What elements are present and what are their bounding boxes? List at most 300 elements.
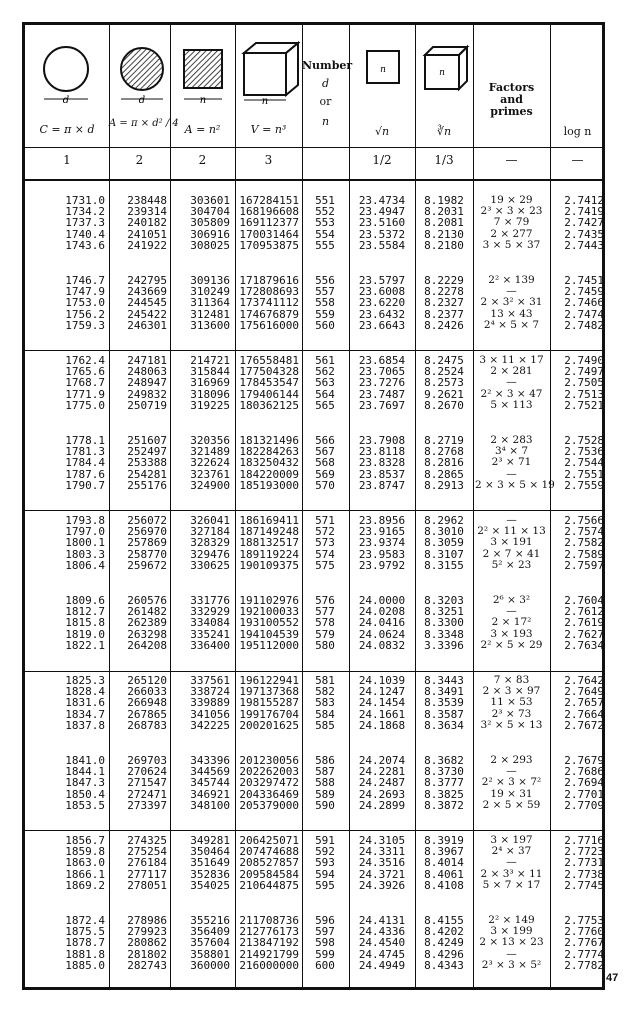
number-cell: 584: [315, 707, 335, 721]
area-cell: 249832: [127, 387, 167, 401]
column-divider: [302, 25, 303, 987]
cube-cell: 211708736: [239, 914, 299, 927]
area-cell: 270624: [127, 765, 167, 779]
cbrt-cell: 8.2377: [424, 307, 464, 321]
number-cell: 565: [315, 398, 335, 412]
side-mark: n: [261, 96, 269, 105]
circumference-cell: 1878.7: [65, 936, 105, 950]
circumference-cell: 1797.0: [65, 525, 105, 539]
sqrt-cell: 24.0208: [358, 605, 406, 619]
sqrt-cell: 23.9374: [358, 536, 406, 550]
log-cell: 2.7709: [564, 798, 604, 812]
log-cell: 2.7716: [564, 834, 604, 847]
factors-cell: 19 × 31: [490, 787, 533, 800]
cube-cell: 194104539: [239, 627, 299, 641]
factors-cell: 2³ × 3 × 5²: [481, 958, 542, 971]
log-cell: 2.7686: [564, 765, 604, 779]
sqrt-cell: 24.4745: [358, 947, 406, 961]
log-cell: 2.7723: [564, 845, 604, 859]
sqrt-cell: 24.4336: [358, 925, 406, 939]
number-cell: 552: [315, 205, 335, 219]
cbrt-cell: 8.3443: [424, 674, 464, 687]
factors-cell: 19 × 29: [490, 194, 533, 206]
sqrt-cell: 24.1247: [358, 685, 406, 699]
cube-cell: 190109375: [239, 558, 299, 572]
factors-cell: 2 × 283: [490, 434, 533, 446]
area-cell: 250719: [127, 398, 167, 412]
square-cell: 304704: [190, 205, 230, 219]
area-cell: 239314: [127, 205, 167, 219]
number-cell: 593: [315, 856, 335, 870]
col6-formula: √n: [374, 125, 390, 138]
cube-cell: 205379000: [239, 798, 299, 812]
circumference-cell: 1837.8: [65, 718, 105, 732]
log-cell: 2.7619: [564, 616, 604, 630]
factors-cell: 3 × 191: [490, 536, 533, 549]
area-cell: 274325: [127, 834, 167, 847]
circumference-cell: 1759.3: [65, 318, 105, 332]
log-cell: 2.7634: [564, 638, 604, 652]
factors-cell: 3⁴ × 7: [494, 445, 529, 458]
log-cell: 2.7528: [564, 434, 604, 447]
area-cell: 267865: [127, 707, 167, 721]
factors-cell: 2³ × 71: [491, 456, 532, 469]
column-number: 1: [63, 153, 71, 167]
factors-cell: 2 × 5 × 59: [482, 798, 541, 811]
square-cell: 334084: [190, 616, 230, 630]
square-cell: 342225: [190, 718, 230, 732]
log-cell: 2.7466: [564, 296, 604, 310]
log-cell: 2.7551: [564, 467, 604, 481]
square-cell: 344569: [190, 765, 230, 779]
factors-cell: 2² × 149: [488, 914, 535, 926]
sqrt-cell: 24.2487: [358, 776, 406, 790]
area-cell: 256970: [127, 525, 167, 539]
cube-cell: 181321496: [239, 434, 299, 447]
cbrt-cell: 8.2573: [424, 376, 464, 390]
cube-cell: 191102976: [239, 594, 299, 607]
number-cell: 578: [315, 616, 335, 630]
square-cell: 328329: [190, 536, 230, 550]
cube-cell: 177504328: [239, 365, 299, 379]
diameter-mark: d: [62, 95, 70, 105]
column-number: 3: [264, 153, 273, 167]
square-cell: 315844: [190, 365, 230, 379]
sqrt-cell: 24.4131: [358, 914, 406, 927]
number-cell: 559: [315, 307, 335, 321]
cbrt-cell: 8.3300: [424, 616, 464, 630]
factors-cell: 11 × 53: [490, 696, 533, 709]
sqrt-cell: 23.6432: [358, 307, 406, 321]
sqrt-cell: 24.1661: [358, 707, 406, 721]
square-cell: 356409: [190, 925, 230, 939]
circumference-cell: 1881.8: [65, 947, 105, 961]
square-cell: 357604: [190, 936, 230, 950]
cbrt-cell: 8.3155: [424, 558, 464, 572]
factors-cell: 2³ × 3 × 23: [480, 205, 543, 218]
factors-cell: 3 × 197: [490, 834, 533, 846]
circumference-cell: 1872.4: [65, 914, 105, 927]
number-cell: 590: [315, 798, 335, 812]
circumference-cell: 1800.1: [65, 536, 105, 550]
col5-title: Number: [302, 59, 353, 72]
square-cell: 324900: [190, 478, 230, 492]
log-cell: 2.7604: [564, 594, 604, 607]
log-cell: 2.7574: [564, 525, 604, 539]
cbrt-cell: 8.2475: [424, 354, 464, 367]
square-cell: 316969: [190, 376, 230, 390]
cube-cell: 202262003: [239, 765, 299, 779]
circumference-cell: 1762.4: [65, 354, 105, 367]
number-cell: 600: [315, 958, 335, 972]
circumference-cell: 1847.3: [65, 776, 105, 790]
circumference-cell: 1806.4: [65, 558, 105, 572]
square-cell: 327184: [190, 525, 230, 539]
cbrt-cell: 8.3059: [424, 536, 464, 550]
log-cell: 2.7582: [564, 536, 604, 550]
area-cell: 263298: [127, 627, 167, 641]
cube-cell: 197137368: [239, 685, 299, 699]
area-cell: 271547: [127, 776, 167, 790]
circumference-cell: 1822.1: [65, 638, 105, 652]
area-cell: 262389: [127, 616, 167, 630]
sqrt-cell: 23.7697: [358, 398, 406, 412]
cbrt-cell: 8.3251: [424, 605, 464, 619]
area-cell: 255176: [127, 478, 167, 492]
square-cell: 354025: [190, 878, 230, 892]
circumference-cell: 1756.2: [65, 307, 105, 321]
circumference-cell: 1828.4: [65, 685, 105, 699]
circumference-cell: 1844.1: [65, 765, 105, 779]
cbrt-cell: 8.2081: [424, 216, 464, 230]
cbrt-cell: 8.2180: [424, 238, 464, 252]
sqrt-cell: 23.5584: [358, 238, 406, 252]
sqrt-cell: 23.8537: [358, 467, 406, 481]
col7-formula: ∛n: [436, 125, 452, 138]
sqrt-cell: 24.2074: [358, 754, 406, 767]
circumference-cell: 1743.6: [65, 238, 105, 252]
circumference-cell: 1869.2: [65, 878, 105, 892]
cbrt-cell: 8.3825: [424, 787, 464, 801]
log-cell: 2.7664: [564, 707, 604, 721]
factors-cell: —: [506, 947, 517, 960]
sqrt-cell: 23.8747: [358, 478, 406, 492]
factors-cell: 2⁶ × 3²: [492, 594, 531, 606]
column-divider: [349, 25, 350, 987]
square-cell: 330625: [190, 558, 230, 572]
square-cell: 319225: [190, 398, 230, 412]
circumference-cell: 1803.3: [65, 547, 105, 561]
cube-cell: 180362125: [239, 398, 299, 412]
square-cell: 308025: [190, 238, 230, 252]
sqrt-cell: 23.8328: [358, 456, 406, 470]
square-cell: 214721: [190, 354, 230, 367]
col4-formula: V = n³: [250, 123, 287, 136]
number-cell: 583: [315, 696, 335, 710]
column-number: —: [505, 153, 518, 167]
factors-cell: —: [506, 514, 517, 526]
factors-cell: 2³ × 73: [491, 707, 532, 720]
area-cell: 281802: [127, 947, 167, 961]
circle-icon: [40, 43, 96, 105]
number-cell: 567: [315, 445, 335, 459]
cube-cell: 179406144: [239, 387, 299, 401]
log-cell: 2.7474: [564, 307, 604, 321]
circumference-cell: 1815.8: [65, 616, 105, 630]
cube-cell: 208527857: [239, 856, 299, 870]
square-cell: 305809: [190, 216, 230, 230]
col2-formula: A = π × d² / 4: [109, 118, 179, 129]
circumference-cell: 1737.3: [65, 216, 105, 230]
cube-cell: 184220009: [239, 467, 299, 481]
square-cell: 332929: [190, 605, 230, 619]
sqrt-cell: 24.3105: [358, 834, 406, 847]
circumference-cell: 1834.7: [65, 707, 105, 721]
cube-cell: 188132517: [239, 536, 299, 550]
log-cell: 2.7566: [564, 514, 604, 527]
cbrt-cell: 8.2962: [424, 514, 464, 527]
cube-cell: 216000000: [239, 958, 299, 972]
cube-cell: 206425071: [239, 834, 299, 847]
section-divider: [25, 510, 602, 511]
circumference-cell: 1875.5: [65, 925, 105, 939]
square-cell: 329476: [190, 547, 230, 561]
factors-cell: —: [506, 605, 517, 618]
column-divider: [415, 25, 416, 987]
square-cell: 322624: [190, 456, 230, 470]
square-cell: 313600: [190, 318, 230, 332]
number-cell: 557: [315, 285, 335, 299]
area-cell: 242795: [127, 274, 167, 287]
circumference-cell: 1856.7: [65, 834, 105, 847]
cube-cell: 172808693: [239, 285, 299, 299]
sqrt-cell: 23.7276: [358, 376, 406, 390]
column-number: 1/3: [434, 153, 454, 167]
circumference-cell: 1809.6: [65, 594, 105, 607]
number-cell: 562: [315, 365, 335, 379]
log-cell: 2.7694: [564, 776, 604, 790]
square-cell: 323761: [190, 467, 230, 481]
circumference-cell: 1790.7: [65, 478, 105, 492]
col1-formula: C = π × d: [39, 123, 95, 136]
page-number: 47: [606, 972, 619, 984]
log-cell: 2.7589: [564, 547, 604, 561]
sqrt-cell: 23.6854: [358, 354, 406, 367]
header-divider: [25, 147, 602, 148]
cbrt-cell: 8.2426: [424, 318, 464, 332]
area-cell: 275254: [127, 845, 167, 859]
circumference-cell: 1734.2: [65, 205, 105, 219]
number-cell: 592: [315, 845, 335, 859]
number-cell: 574: [315, 547, 335, 561]
circumference-cell: 1784.4: [65, 456, 105, 470]
cube-cell: 182284263: [239, 445, 299, 459]
area-cell: 282743: [127, 958, 167, 972]
area-cell: 243669: [127, 285, 167, 299]
area-cell: 277117: [127, 867, 167, 881]
square-cell: 318096: [190, 387, 230, 401]
area-cell: 280862: [127, 936, 167, 950]
area-cell: 278986: [127, 914, 167, 927]
log-cell: 2.7649: [564, 685, 604, 699]
factors-cell: 2² × 5 × 29: [480, 638, 543, 651]
factors-cell: 7 × 79: [493, 216, 530, 229]
cbrt-cell: 8.2278: [424, 285, 464, 299]
circumference-cell: 1863.0: [65, 856, 105, 870]
factors-cell: 3 × 5 × 37: [482, 238, 541, 251]
cbrt-cell: 8.3634: [424, 718, 464, 732]
factors-cell: 2² × 3 × 47: [480, 387, 543, 400]
factors-cell: 2² × 139: [488, 274, 535, 286]
cbrt-cell: 8.3777: [424, 776, 464, 790]
square-cell: 349281: [190, 834, 230, 847]
sqrt-cell: 24.0832: [358, 638, 406, 652]
cube-cell: 167284151: [239, 194, 299, 207]
area-cell: 259672: [127, 558, 167, 572]
log-cell: 2.7459: [564, 285, 604, 299]
circumference-cell: 1747.9: [65, 285, 105, 299]
number-cell: 586: [315, 754, 335, 767]
sqrt-cell: 24.3311: [358, 845, 406, 859]
factors-cell: 2² × 11 × 13: [477, 525, 546, 538]
factors-cell: 2⁴ × 5 × 7: [483, 318, 540, 331]
square-cell: 326041: [190, 514, 230, 527]
cbrt-cell: 8.2130: [424, 227, 464, 241]
column-divider: [235, 25, 236, 987]
circumference-cell: 1819.0: [65, 627, 105, 641]
diameter-mark: d: [138, 95, 146, 105]
number-cell: 554: [315, 227, 335, 241]
side-mark: n: [380, 65, 386, 75]
cbrt-cell: 8.4296: [424, 947, 464, 961]
factors-cell: 5 × 7 × 17: [482, 878, 541, 891]
sqrt-cell: 24.3721: [358, 867, 406, 881]
circumference-cell: 1885.0: [65, 958, 105, 972]
sqrt-cell: 24.4949: [358, 958, 406, 972]
cbrt-cell: 8.2229: [424, 274, 464, 287]
circumference-cell: 1793.8: [65, 514, 105, 527]
square-cell: 346921: [190, 787, 230, 801]
square-cell: 337561: [190, 674, 230, 687]
number-cell: 551: [315, 194, 335, 207]
square-cell: 321489: [190, 445, 230, 459]
cbrt-cell: 3.3396: [424, 638, 464, 652]
col8-title-and: and: [500, 93, 523, 106]
number-cell: 595: [315, 878, 335, 892]
cube-cell: 183250432: [239, 456, 299, 470]
area-cell: 276184: [127, 856, 167, 870]
sqrt-cell: 23.4734: [358, 194, 406, 207]
log-cell: 2.7701: [564, 787, 604, 801]
factors-cell: 2² × 3 × 7²: [481, 776, 542, 789]
sqrt-cell: 23.7065: [358, 365, 406, 379]
header-divider: [25, 179, 602, 181]
number-cell: 570: [315, 478, 335, 492]
log-cell: 2.7679: [564, 754, 604, 767]
factors-cell: 7 × 83: [493, 674, 530, 686]
column-number: 2: [198, 153, 207, 167]
number-cell: 569: [315, 467, 335, 481]
cube-cell: 187149248: [239, 525, 299, 539]
section-divider: [25, 671, 602, 672]
log-cell: 2.7482: [564, 318, 604, 332]
number-cell: 575: [315, 558, 335, 572]
square-cell: 341056: [190, 707, 230, 721]
factors-cell: 2 × 7 × 41: [482, 547, 541, 560]
sqrt-cell: 24.0416: [358, 616, 406, 630]
square-cell: 339889: [190, 696, 230, 710]
log-cell: 2.7412: [564, 194, 604, 207]
factors-cell: —: [506, 285, 517, 298]
area-cell: 253388: [127, 456, 167, 470]
sqrt-cell: 24.0624: [358, 627, 406, 641]
sqrt-cell: 24.2693: [358, 787, 406, 801]
number-cell: 561: [315, 354, 335, 367]
number-cell: 558: [315, 296, 335, 310]
factors-cell: 2 × 281: [490, 365, 533, 378]
cube-cell: 203297472: [239, 776, 299, 790]
number-cell: 579: [315, 627, 335, 641]
cbrt-cell: 8.2719: [424, 434, 464, 447]
square-cell: 311364: [190, 296, 230, 310]
cube-cell: 198155287: [239, 696, 299, 710]
log-cell: 2.7745: [564, 878, 604, 892]
square-cell: 360000: [190, 958, 230, 972]
column-number: 1/2: [372, 153, 392, 167]
circumference-cell: 1771.9: [65, 387, 105, 401]
log-cell: 2.7767: [564, 936, 604, 950]
area-cell: 260576: [127, 594, 167, 607]
number-cell: 596: [315, 914, 335, 927]
cbrt-cell: 8.4155: [424, 914, 464, 927]
log-cell: 2.7657: [564, 696, 604, 710]
area-cell: 279923: [127, 925, 167, 939]
area-cell: 254281: [127, 467, 167, 481]
circumference-cell: 1866.1: [65, 867, 105, 881]
log-cell: 2.7642: [564, 674, 604, 687]
log-cell: 2.7513: [564, 387, 604, 401]
factors-cell: 3 × 11 × 17: [479, 354, 544, 366]
number-cell: 566: [315, 434, 335, 447]
number-cell: 571: [315, 514, 335, 527]
number-cell: 587: [315, 765, 335, 779]
cube-cell: 212776173: [239, 925, 299, 939]
log-cell: 2.7597: [564, 558, 604, 572]
log-cell: 2.7443: [564, 238, 604, 252]
col5-title-d: d: [321, 77, 330, 90]
area-cell: 246301: [127, 318, 167, 332]
factors-cell: 2 × 3 × 5 × 19: [475, 478, 555, 491]
sqrt-cell: 23.5160: [358, 216, 406, 230]
cube-cell: 170953875: [239, 238, 299, 252]
number-cell: 572: [315, 525, 335, 539]
area-cell: 258770: [127, 547, 167, 561]
cube-cell: 170031464: [239, 227, 299, 241]
square-cell: 335241: [190, 627, 230, 641]
number-cell: 563: [315, 376, 335, 390]
column-divider: [473, 25, 474, 987]
square-cell: 338724: [190, 685, 230, 699]
area-cell: 278051: [127, 878, 167, 892]
cube-cell: 196122941: [239, 674, 299, 687]
cube-cell: 209584584: [239, 867, 299, 881]
log-cell: 2.7782: [564, 958, 604, 972]
col8-title: Factors: [488, 81, 535, 94]
log-cell: 2.7753: [564, 914, 604, 927]
sqrt-cell: 24.1039: [358, 674, 406, 687]
cbrt-cell: 8.2816: [424, 456, 464, 470]
factors-cell: 5² × 23: [491, 558, 532, 571]
